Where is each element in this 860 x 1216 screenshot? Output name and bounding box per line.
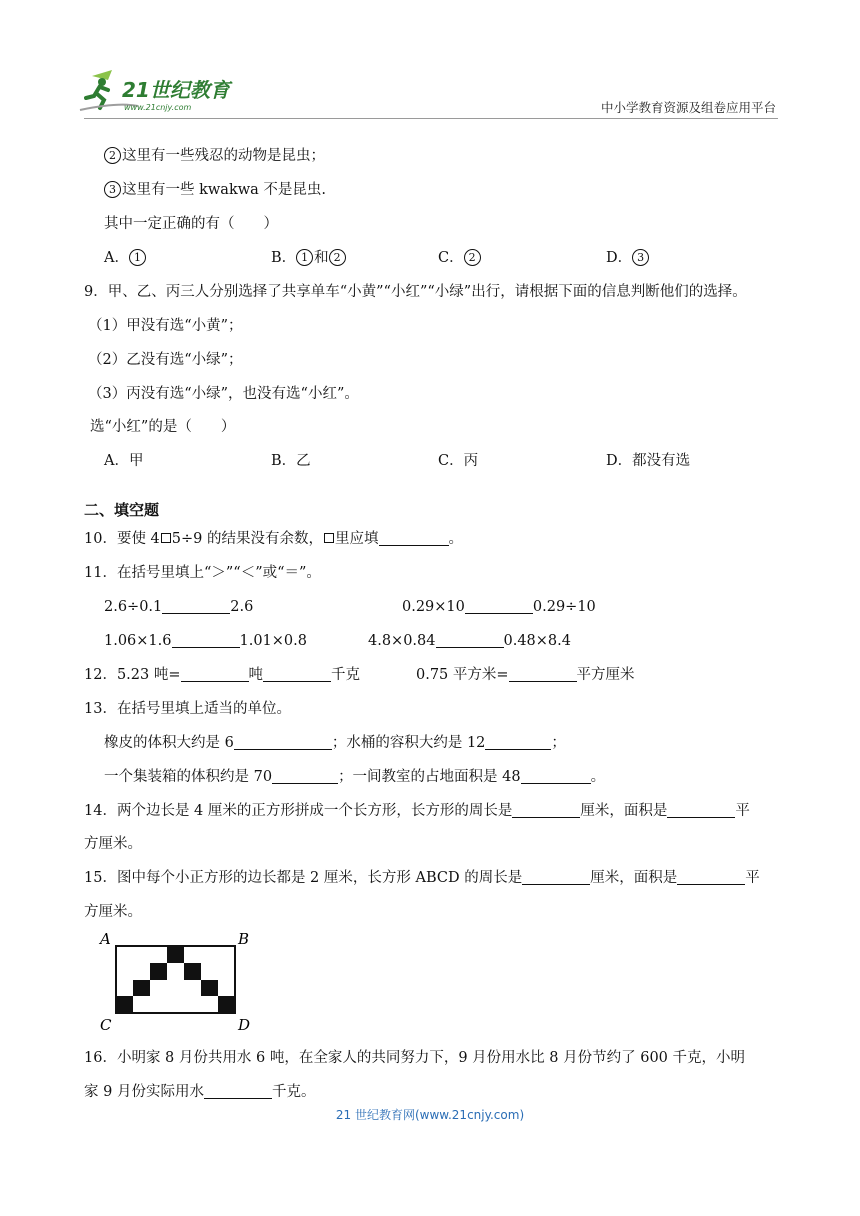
expr-right: 0.29÷10 xyxy=(532,599,596,615)
q14-line-2: 方厘米。 xyxy=(84,836,142,852)
circled-number: 2 xyxy=(329,249,346,266)
q9-ask: 选“小红”的是（ ） xyxy=(90,419,236,435)
q10-text-2: 5÷9 的结果没有余数， xyxy=(171,531,324,547)
answer-blank[interactable] xyxy=(465,597,533,614)
q11-r2b xyxy=(368,631,571,651)
q16-line-1: 16．小明家 8 月份共用水 6 吨，在全家人的共同努力下，9 月份用水比 8 月份节约了 600 千克，小明 xyxy=(84,1050,746,1066)
q9-option-c[interactable]: C．丙 xyxy=(438,453,479,469)
q14-text-2: 厘米，面积是 xyxy=(580,803,668,819)
q13-text-6: 。 xyxy=(590,769,606,785)
q8-item-3-text: 这里有一些 kwakwa 不是昆虫. xyxy=(122,182,327,198)
q9-option-d[interactable]: D．都没有选 xyxy=(606,453,691,469)
expr-right: 2.6 xyxy=(230,599,254,615)
q11-r2a xyxy=(104,631,307,651)
q8-option-d[interactable] xyxy=(606,248,650,268)
q8-item-2-text: 这里有一些残忍的动物是昆虫； xyxy=(122,148,325,164)
answer-blank[interactable] xyxy=(379,529,449,546)
answer-blank[interactable] xyxy=(521,767,591,784)
q8-item-3 xyxy=(104,180,326,200)
circled-number: 2 xyxy=(464,249,481,266)
q11-r1a xyxy=(104,597,253,617)
circled-number: 3 xyxy=(104,181,121,198)
q11-r1b xyxy=(402,597,596,617)
q12-text-2: 吨 xyxy=(248,667,263,683)
answer-blank[interactable] xyxy=(181,665,249,682)
answer-blank[interactable] xyxy=(436,631,504,648)
option-b-and: 和 xyxy=(314,250,329,266)
answer-blank[interactable] xyxy=(485,733,551,750)
q9-clue-1: （1）甲没有选“小黄”； xyxy=(88,318,243,334)
expr-left: 2.6÷0.1 xyxy=(104,599,163,615)
q9-option-a[interactable]: A．甲 xyxy=(104,453,144,469)
option-letter: A． xyxy=(104,250,129,266)
logo-url: www.21cnjy.com xyxy=(124,103,192,112)
q8-option-b[interactable] xyxy=(271,248,347,268)
q8-item-2 xyxy=(104,146,325,166)
q8-ask: 其中一定正确的有（ ） xyxy=(104,216,278,232)
q9-stem: 9．甲、乙、丙三人分别选择了共享单车“小黄”“小红”“小绿”出行，请根据下面的信息判断他们的选择。 xyxy=(84,284,747,300)
q13-text-1: 橡皮的体积大约是 6 xyxy=(104,735,234,751)
q13-text-2: ；水桶的容积大约是 12 xyxy=(331,735,486,751)
q8-option-a[interactable] xyxy=(104,248,147,268)
platform-title: 中小学教育资源及组卷应用平台 xyxy=(600,100,776,115)
logo-text: 21世纪教育 xyxy=(122,78,230,102)
label-b: B xyxy=(238,930,250,948)
option-letter: D． xyxy=(606,250,633,266)
q11-stem: 11．在括号里填上“＞”“＜”或“＝”。 xyxy=(84,565,321,581)
label-c: C xyxy=(100,1016,112,1034)
q14-text-3: 平 xyxy=(735,803,750,819)
q15-text-3: 平 xyxy=(745,870,760,886)
q14-text-1: 14．两个边长是 4 厘米的正方形拼成一个长方形，长方形的周长是 xyxy=(84,803,513,819)
q15-text-2: 厘米，面积是 xyxy=(590,870,678,886)
q10-text-4: 。 xyxy=(448,531,464,547)
q12-text-5: 平方厘米 xyxy=(576,667,635,683)
q10 xyxy=(84,529,463,549)
q14-line-1 xyxy=(84,801,750,821)
circled-number: 1 xyxy=(129,249,146,266)
q13-line-1 xyxy=(104,733,566,753)
section-title: 二、填空题 xyxy=(84,501,160,519)
expr-right: 1.01×0.8 xyxy=(239,633,307,649)
expr-left: 0.29×10 xyxy=(402,599,465,615)
answer-blank[interactable] xyxy=(677,868,745,885)
answer-blank[interactable] xyxy=(172,631,240,648)
q16-line-2 xyxy=(84,1082,315,1102)
label-a: A xyxy=(100,930,111,948)
option-letter: B． xyxy=(271,250,297,266)
q12-text-1: 12．5.23 吨= xyxy=(84,667,181,683)
answer-blank[interactable] xyxy=(522,868,590,885)
q13-text-5: ；一间教室的占地面积是 48 xyxy=(338,769,521,785)
expr-right: 0.48×8.4 xyxy=(503,633,571,649)
answer-blank[interactable] xyxy=(272,767,338,784)
q12-part-2 xyxy=(416,665,635,685)
site-logo xyxy=(78,66,248,114)
q9-clue-2: （2）乙没有选“小绿”； xyxy=(88,352,243,368)
q9-option-b[interactable]: B．乙 xyxy=(271,453,311,469)
q10-text-3: 里应填 xyxy=(335,531,379,547)
q15-line-2: 方厘米。 xyxy=(84,904,142,920)
expr-left: 4.8×0.84 xyxy=(368,633,436,649)
answer-blank[interactable] xyxy=(667,801,735,818)
q16-text-2: 千克。 xyxy=(271,1084,316,1100)
label-d: D xyxy=(238,1016,251,1034)
expr-left: 1.06×1.6 xyxy=(104,633,172,649)
circled-number: 3 xyxy=(632,249,649,266)
q8-option-c[interactable] xyxy=(438,248,482,268)
staircase-figure xyxy=(98,928,258,1034)
square-box-icon xyxy=(324,533,334,543)
answer-blank[interactable] xyxy=(509,665,577,682)
q12-text-3: 千克 xyxy=(331,667,360,683)
answer-blank[interactable] xyxy=(204,1082,272,1099)
q13-text-3: ； xyxy=(551,735,566,751)
circled-number: 2 xyxy=(104,147,121,164)
answer-blank[interactable] xyxy=(162,597,230,614)
q13-text-4: 一个集装箱的体积约是 70 xyxy=(104,769,273,785)
page-footer[interactable]: 21 世纪教育网(www.21cnjy.com) xyxy=(335,1108,525,1122)
answer-blank[interactable] xyxy=(234,733,332,750)
header-divider xyxy=(84,118,778,119)
option-letter: C． xyxy=(438,250,464,266)
q10-text-1: 10．要使 4 xyxy=(84,531,160,547)
q13-stem: 13．在括号里填上适当的单位。 xyxy=(84,701,291,717)
q12-text-4: 0.75 平方米= xyxy=(416,667,509,683)
q16-text-1: 家 9 月份实际用水 xyxy=(84,1084,204,1100)
q13-line-2 xyxy=(104,767,605,787)
answer-blank[interactable] xyxy=(263,665,331,682)
circled-number: 1 xyxy=(296,249,313,266)
q12 xyxy=(84,665,360,685)
q15-text-1: 15．图中每个小正方形的边长都是 2 厘米，长方形 ABCD 的周长是 xyxy=(84,870,523,886)
q15-line-1 xyxy=(84,868,760,888)
q9-clue-3: （3）丙没有选“小绿”，也没有选“小红”。 xyxy=(88,386,359,402)
answer-blank[interactable] xyxy=(512,801,580,818)
square-box-icon xyxy=(161,533,171,543)
